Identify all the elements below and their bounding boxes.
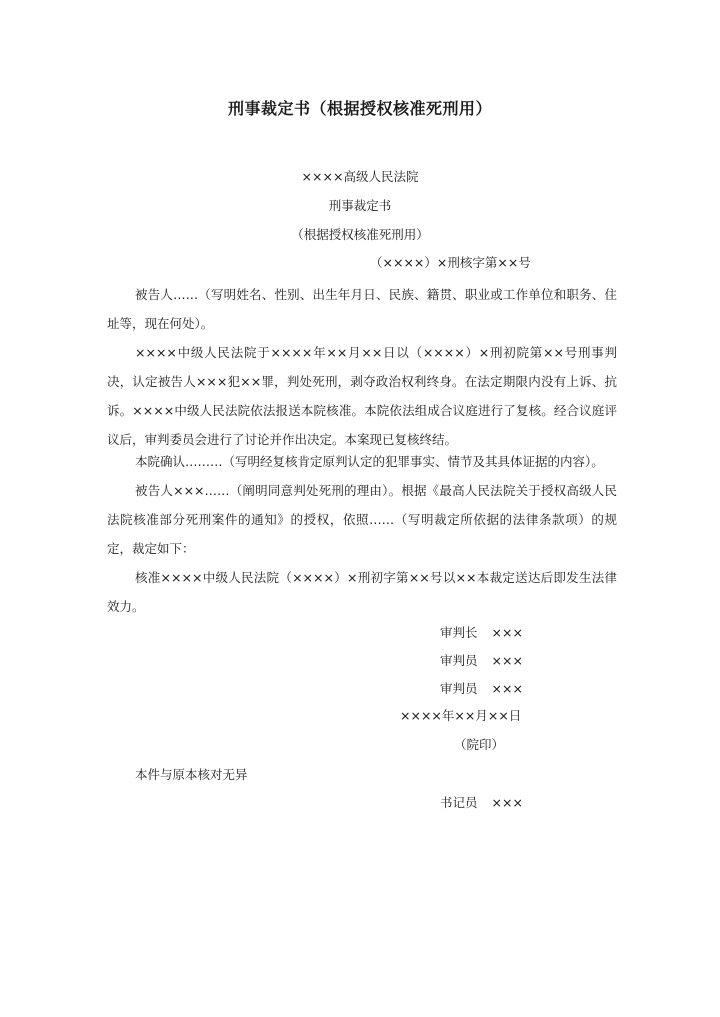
paragraph-ruling: 核准××××中级人民法院（××××）×刑初字第××号以××本裁定送达后即发生法律效力。 xyxy=(107,570,617,614)
paragraph-reasoning: 被告人×××……（阐明同意判处死刑的理由）。根据《最高人民法院关于授权高级人民法院核准部分死刑案件的通知》的授权，依照……（写明裁定所依据的法律条款项）的规定，裁定如下： xyxy=(107,483,617,556)
signature-name: ××× xyxy=(491,795,523,810)
signature-judge-1 xyxy=(440,652,523,670)
signature-presiding-judge xyxy=(440,624,523,642)
paragraph-facts: 本院确认………（写明经复核肯定原判认定的犯罪事实、情节及其具体证据的内容）。 xyxy=(135,454,604,469)
signature-role: 审判员 xyxy=(440,653,478,668)
page-title: 刑事裁定书（根据授权核准死刑用） xyxy=(227,99,492,118)
case-number: （××××）×刑核字第××号 xyxy=(370,255,531,270)
signature-name: ××× xyxy=(491,653,523,668)
signature-name: ××× xyxy=(491,625,523,640)
signature-role: 审判长 xyxy=(440,625,478,640)
court-seal: （院印） xyxy=(454,737,505,752)
signature-role: 书记员 xyxy=(440,795,478,810)
document-subtype: （根据授权核准死刑用） xyxy=(291,227,429,242)
paragraph-defendant: 被告人……（写明姓名、性别、出生年月日、民族、籍贯、职业或工作单位和职务、住址等，现在何处）。 xyxy=(107,287,617,331)
signature-role: 审判员 xyxy=(440,681,478,696)
verification-note: 本件与原本核对无异 xyxy=(135,767,248,782)
ruling-date: ××××年××月××日 xyxy=(400,708,522,723)
signature-name: ××× xyxy=(491,681,523,696)
paragraph-procedure: ××××中级人民法院于××××年××月××日以（××××）×刑初院第××号刑事判决，认定被告人×××犯××罪，判处死刑，剥夺政治权利终身。在法定期限内没有上诉、抗诉。××××中级人民法院依法报送本院核准。本院依法组成合议庭进行了复核。经合议庭评议后，审判委员会进行了讨论并作出决定。本案现已复核终结。 xyxy=(107,345,617,447)
signature-clerk xyxy=(440,794,523,812)
signature-judge-2 xyxy=(440,680,523,698)
court-name: ××××高级人民法院 xyxy=(301,169,419,184)
document-type: 刑事裁定书 xyxy=(328,198,392,213)
